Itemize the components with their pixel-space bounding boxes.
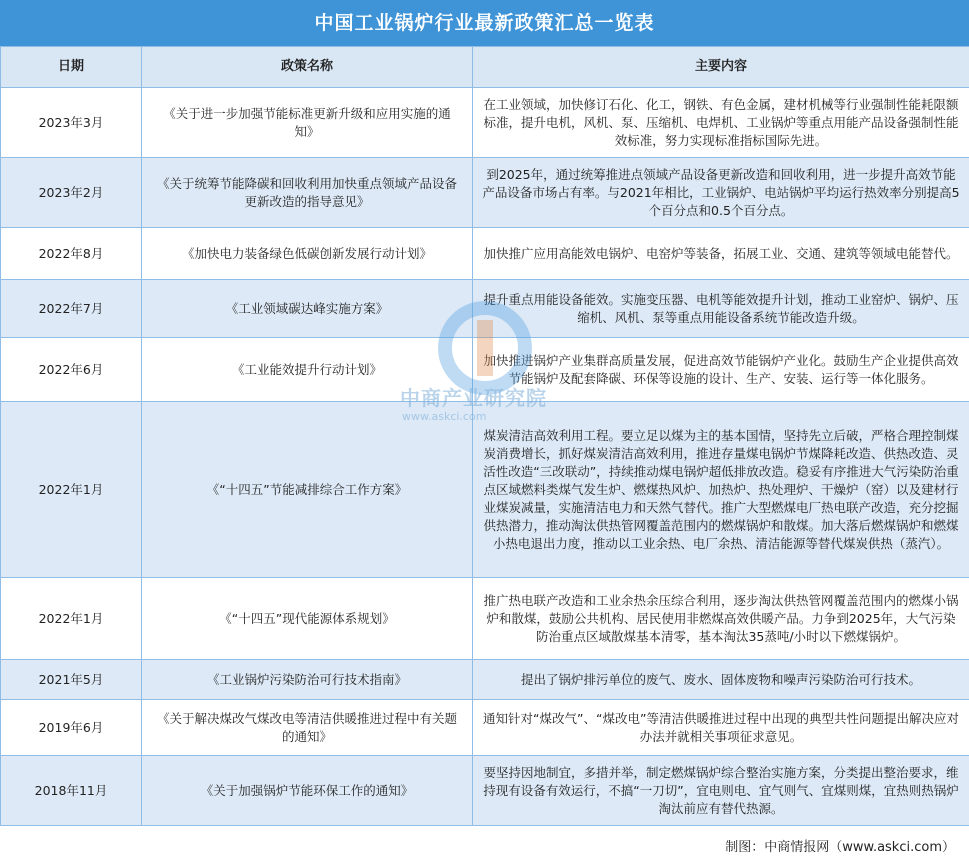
row-content: 煤炭清洁高效利用工程。要立足以煤为主的基本国情，坚持先立后破，严格合理控制煤炭消费增长，抓好煤炭清洁高效利用，推进存量煤电锅炉节煤降耗改造、供热改造、灵活性改造“三改联动”，持续推动煤电锅炉超低排放改造。稳妥有序推进大气污染防治重点区域燃料类煤气发生炉、燃煤热风炉、加热炉、热处理炉、干燥炉（窑）以及建材行业煤炭减量，实施清洁电力和天然气替代。推广大型燃煤电厂热电联产改造，充分挖掘供热潜力，推动淘汰供热管网覆盖范围内的燃煤锅炉和散煤。加大落后燃煤锅炉和燃煤小热电退出力度，推动以工业余热、电厂余热、清洁能源等替代煤炭供热（蒸汽）。 (473, 402, 969, 578)
row-date: 2023年2月 (1, 158, 142, 228)
row-content: 推广热电联产改造和工业余热余压综合利用，逐步淘汰供热管网覆盖范围内的燃煤小锅炉和散煤，鼓励公共机构、居民使用非燃煤高效供暖产品。力争到2025年，大气污染防治重点区域散煤基本清零，基本淘汰35蒸吨/小时以下燃煤锅炉。 (473, 578, 969, 660)
table-row (1, 88, 969, 158)
header-date: 日期 (1, 47, 142, 88)
row-date: 2022年1月 (1, 402, 142, 578)
row-policy-name: 《工业能效提升行动计划》 (142, 338, 473, 402)
row-policy-name: 《“十四五”节能减排综合工作方案》 (142, 402, 473, 578)
row-content: 加快推进锅炉产业集群高质量发展，促进高效节能锅炉产业化。鼓励生产企业提供高效节能锅炉及配套降碳、环保等设施的设计、生产、安装、运行等一体化服务。 (473, 338, 969, 402)
row-content: 到2025年，通过统筹推进点领域产品设备更新改造和回收利用，进一步提升高效节能产品设备市场占有率。与2021年相比，工业锅炉、电站锅炉平均运行热效率分别提高5个百分点和0.5个百分点。 (473, 158, 969, 228)
row-date: 2022年1月 (1, 578, 142, 660)
row-date: 2022年8月 (1, 228, 142, 280)
row-content: 通知针对“煤改气”、“煤改电”等清洁供暖推进过程中出现的典型共性问题提出解决应对办法并就相关事项征求意见。 (473, 700, 969, 756)
row-date: 2023年3月 (1, 88, 142, 158)
row-policy-name: 《关于加强锅炉节能环保工作的通知》 (142, 756, 473, 826)
row-content: 在工业领域，加快修订石化、化工，钢铁、有色金属，建材机械等行业强制性能耗限额标准，提升电机，风机、泵、压缩机、电焊机、工业锅炉等重点用能产品设备强制性能效标准，努力实现标准指标国际先进。 (473, 88, 969, 158)
row-content: 加快推广应用高能效电锅炉、电窑炉等装备，拓展工业、交通、建筑等领域电能替代。 (473, 228, 969, 280)
table-row (1, 756, 969, 826)
row-date: 2021年5月 (1, 660, 142, 700)
row-date: 2018年11月 (1, 756, 142, 826)
page-title: 中国工业锅炉行业最新政策汇总一览表 (0, 0, 969, 46)
table-header-row (1, 47, 969, 88)
row-date: 2022年6月 (1, 338, 142, 402)
row-date: 2022年7月 (1, 280, 142, 338)
table-row (1, 228, 969, 280)
row-content: 提出了锅炉排污单位的废气、废水、固体废物和噪声污染防治可行技术。 (473, 660, 969, 700)
row-policy-name: 《关于进一步加强节能标准更新升级和应用实施的通知》 (142, 88, 473, 158)
row-date: 2019年6月 (1, 700, 142, 756)
header-policy-name: 政策名称 (142, 47, 473, 88)
row-policy-name: 《加快电力装备绿色低碳创新发展行动计划》 (142, 228, 473, 280)
table-row (1, 402, 969, 578)
table-row (1, 158, 969, 228)
table-row (1, 700, 969, 756)
watermark-url: www.askci.com (402, 410, 487, 423)
footer-credit: 制图：中商情报网（www.askci.com） (725, 840, 955, 855)
table-row (1, 578, 969, 660)
row-content: 提升重点用能设备能效。实施变压器、电机等能效提升计划，推动工业窑炉、锅炉、压缩机、风机、泵等重点用能设备系统节能改造升级。 (473, 280, 969, 338)
policy-table (0, 46, 969, 826)
footer (0, 826, 969, 866)
row-policy-name: 《关于统筹节能降碳和回收利用加快重点领域产品设备更新改造的指导意见》 (142, 158, 473, 228)
table-row (1, 660, 969, 700)
row-content: 要坚持因地制宜，多措并举，制定燃煤锅炉综合整治实施方案，分类提出整治要求，维持现有设备有效运行，不搞“一刀切”，宜电则电、宜气则气、宜煤则煤，宜热则热锅炉淘汰前应有替代热源。 (473, 756, 969, 826)
row-policy-name: 《工业领域碳达峰实施方案》 (142, 280, 473, 338)
header-main-content: 主要内容 (473, 47, 969, 88)
watermark-text: 中商产业研究院 (400, 386, 547, 410)
row-policy-name: 《关于解决煤改气煤改电等清洁供暖推进过程中有关题的通知》 (142, 700, 473, 756)
row-policy-name: 《工业锅炉污染防治可行技术指南》 (142, 660, 473, 700)
table-row (1, 280, 969, 338)
row-policy-name: 《“十四五”现代能源体系规划》 (142, 578, 473, 660)
